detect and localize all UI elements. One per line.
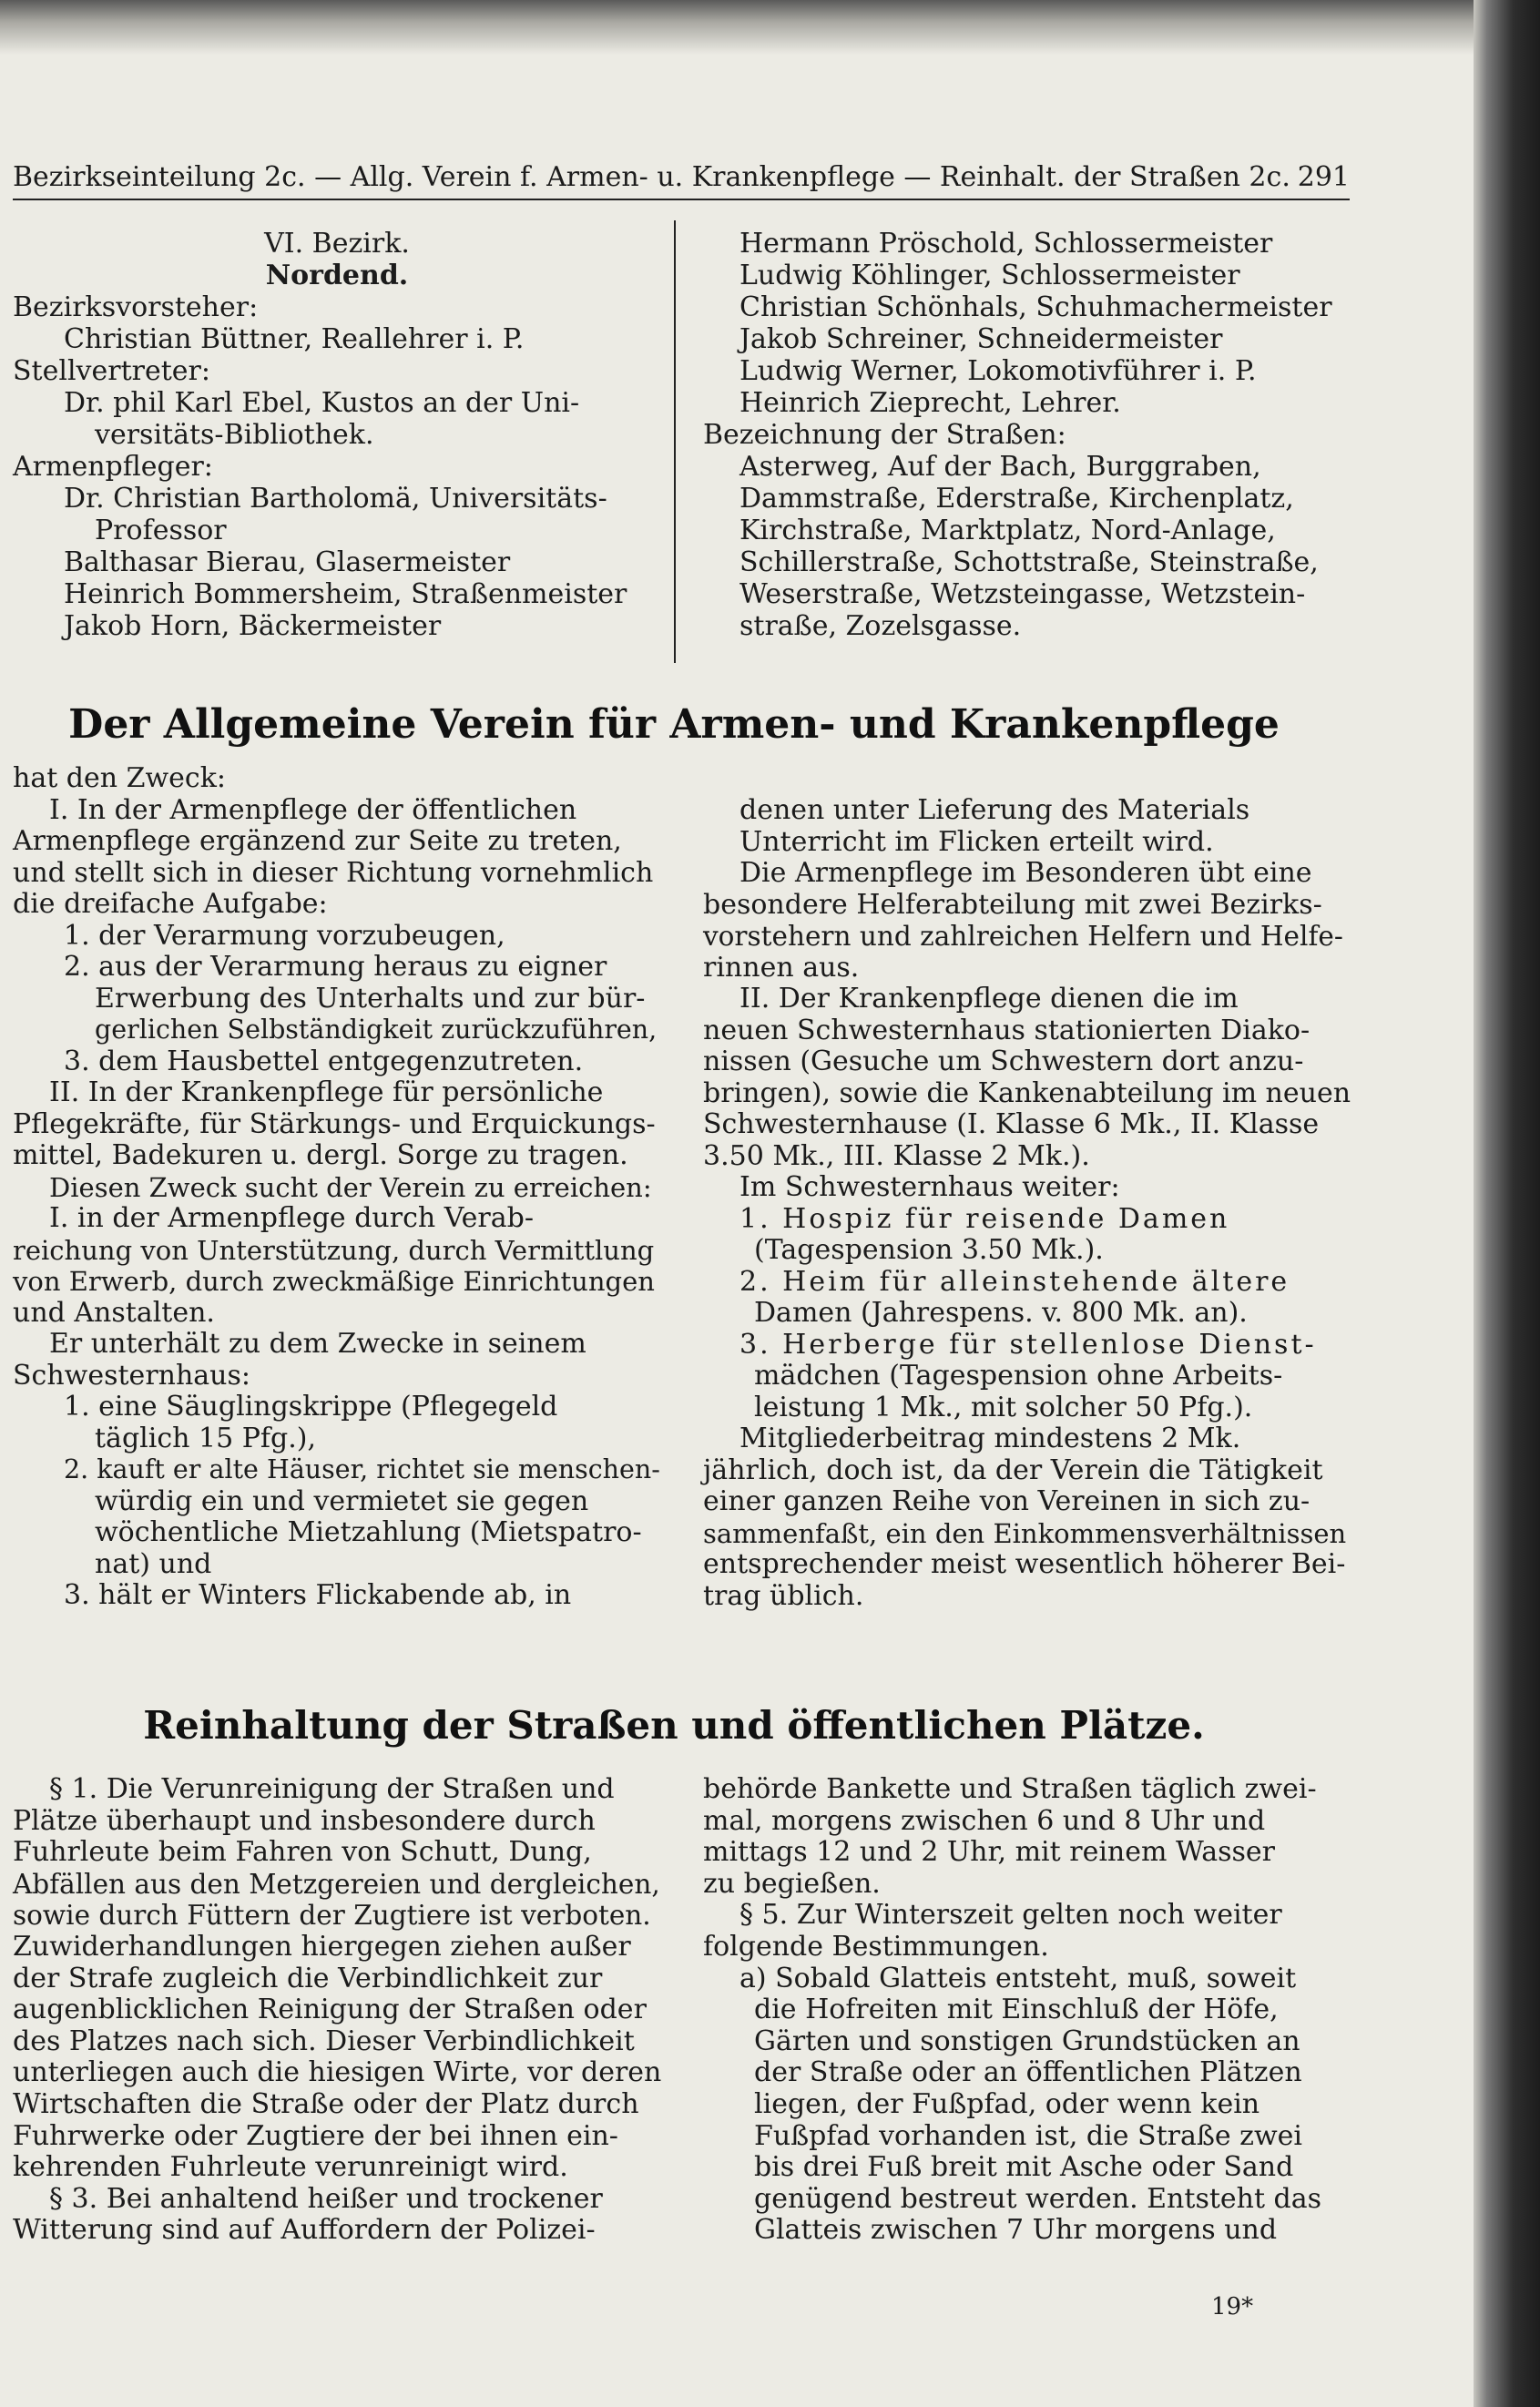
district-left-column	[13, 228, 661, 642]
regulation-line: augenblicklichen Reinigung der Straßen oder	[13, 1994, 647, 2026]
district-line: Stellvertreter:	[13, 355, 211, 387]
district-line: Professor	[95, 515, 227, 546]
verein-line: Pflegekräfte, für Stärkungs- und Erquickungs-	[13, 1107, 656, 1140]
verein-line: (Tagespension 3.50 Mk.).	[754, 1234, 1104, 1266]
verein-line: I. in der Armenpflege durch Verab-	[49, 1202, 534, 1234]
verein-line: 1. Hospiz für reisende Damen	[739, 1202, 1230, 1235]
verein-line: rinnen aus.	[703, 951, 860, 984]
regulation-line: mal, morgens zwischen 6 und 8 Uhr und	[703, 1804, 1266, 1837]
regulation-line: des Platzes nach sich. Dieser Verbindlichkeit	[13, 2025, 635, 2057]
verein-line: entsprechender meist wesentlich höherer Bei-	[703, 1548, 1346, 1580]
district-line: Heinrich Bommersheim, Straßenmeister	[64, 578, 627, 610]
district-line: Dr. Christian Bartholomä, Universitäts-	[64, 483, 607, 515]
district-line: Dr. phil Karl Ebel, Kustos an der Uni-	[64, 387, 580, 419]
verein-line: II. Der Krankenpflege dienen die im	[739, 983, 1239, 1015]
regulation-line: Fuhrwerke oder Zugtiere der bei ihnen ein-	[13, 2119, 618, 2152]
verein-line: Erwerbung des Unterhalts und zur bür-	[95, 982, 646, 1015]
regulation-line: Abfällen aus den Metzgereien und dergleichen,	[13, 1868, 660, 1900]
district-line: Bezirksvorsteher:	[13, 291, 259, 323]
reinhaltung-title: Reinhaltung der Straßen und öffentlichen Plätze.	[143, 1703, 1205, 1748]
district-line: Ludwig Werner, Lokomotivführer i. P.	[739, 355, 1257, 387]
verein-line: einer ganzen Reihe von Vereinen in sich zu-	[703, 1485, 1311, 1517]
district-line: Dammstraße, Ederstraße, Kirchenplatz,	[739, 483, 1294, 515]
page-number: 291	[1297, 161, 1350, 193]
regulation-line: Fuhrleute beim Fahren von Schutt, Dung,	[13, 1836, 592, 1869]
verein-line: Schwesternhaus:	[13, 1359, 251, 1392]
scan-top-edge	[0, 0, 1540, 55]
regulation-line: Gärten und sonstigen Grundstücken an	[754, 2025, 1300, 2057]
regulation-line: kehrenden Fuhrleute verunreinigt wird.	[13, 2151, 568, 2184]
sheet-signature: 19*	[1211, 2293, 1254, 2320]
verein-line: mittel, Badekuren u. dergl. Sorge zu tragen.	[13, 1139, 628, 1171]
verein-line: mädchen (Tagespension ohne Arbeits-	[754, 1360, 1283, 1392]
regulation-line: behörde Bankette und Straßen täglich zwei-	[703, 1773, 1317, 1805]
verein-line: Schwesternhause (I. Klasse 6 Mk., II. Klasse	[703, 1108, 1320, 1140]
scan-right-edge	[1474, 0, 1540, 2407]
verein-line: 2. kauft er alte Häuser, richtet sie menschen-	[64, 1454, 660, 1484]
district-line: Hermann Pröschold, Schlossermeister	[739, 228, 1273, 260]
verein-line: nat) und	[95, 1547, 212, 1580]
verein-line: 3. dem Hausbettel entgegenzutreten.	[64, 1045, 584, 1077]
verein-line: und Anstalten.	[13, 1296, 215, 1329]
district-line: Asterweg, Auf der Bach, Burggraben,	[739, 451, 1261, 483]
verein-line: I. In der Armenpflege der öffentlichen	[49, 793, 577, 826]
verein-line: bringen), sowie die Kankenabteilung im neuen	[703, 1076, 1351, 1109]
verein-line: 1. eine Säuglingskrippe (Pflegegeld	[64, 1391, 558, 1423]
regulation-line: die Hofreiten mit Einschluß der Höfe,	[754, 1994, 1279, 2026]
running-header	[13, 157, 1350, 200]
verein-line: reichung von Unterstützung, durch Vermittlung	[13, 1234, 655, 1266]
reinhaltung-left-column	[13, 1774, 661, 2247]
regulation-line: § 3. Bei anhaltend heißer und trockener	[49, 2182, 603, 2215]
verein-line: Unterricht im Flicken erteilt wird.	[739, 825, 1214, 858]
regulation-line: Wirtschaften die Straße oder der Platz durch	[13, 2087, 639, 2120]
regulation-line: Fußpfad vorhanden ist, die Straße zwei	[754, 2119, 1303, 2152]
header-title: Bezirkseinteilung 2c. — Allg. Verein f. Armen- u. Krankenpflege — Reinhalt. der Straßen 2c.	[13, 161, 1290, 193]
verein-line: Diesen Zweck sucht der Verein zu erreichen:	[49, 1171, 652, 1203]
verein-line: 2. aus der Verarmung heraus zu eigner	[64, 951, 607, 983]
district-line: straße, Zozelsgasse.	[739, 610, 1022, 642]
verein-line: leistung 1 Mk., mit solcher 50 Pfg.).	[754, 1391, 1253, 1423]
regulation-line: der Strafe zugleich die Verbindlichkeit zur	[13, 1962, 603, 1994]
verein-line: gerlichen Selbständigkeit zurückzuführen,	[95, 1015, 658, 1045]
district-line: Christian Schönhals, Schuhmachermeister	[739, 291, 1332, 323]
verein-line: Die Armenpflege im Besonderen übt eine	[739, 857, 1312, 889]
district-line: Christian Büttner, Reallehrer i. P.	[64, 323, 525, 355]
regulation-line: § 1. Die Verunreinigung der Straßen und	[49, 1773, 615, 1805]
regulation-line: zu begießen.	[703, 1867, 881, 1900]
district-line: Schillerstraße, Schottstraße, Steinstraße,	[739, 546, 1319, 578]
regulation-line: bis drei Fuß breit mit Asche oder Sand	[754, 2151, 1294, 2184]
verein-line: vorstehern und zahlreichen Helfern und Helfe-	[703, 921, 1343, 952]
verein-line: denen unter Lieferung des Materials	[739, 794, 1250, 826]
verein-line: 1. der Verarmung vorzubeugen,	[64, 919, 505, 952]
verein-line: Damen (Jahrespens. v. 800 Mk. an).	[754, 1297, 1248, 1329]
verein-line: Im Schwesternhaus weiter:	[739, 1171, 1120, 1203]
regulation-line: der Straße oder an öffentlichen Plätzen	[754, 2056, 1302, 2089]
verein-left-column	[13, 763, 661, 1612]
district-line: Ludwig Köhlinger, Schlossermeister	[739, 260, 1240, 291]
verein-line: II. In der Krankenpflege für persönliche	[49, 1076, 604, 1108]
verein-line: hat den Zweck:	[13, 762, 226, 794]
regulation-line: Zuwiderhandlungen hiergegen ziehen außer	[13, 1930, 631, 1963]
district-line: versitäts-Bibliothek.	[95, 419, 374, 451]
verein-title: Der Allgemeine Verein für Armen- und Krankenpflege	[68, 701, 1280, 748]
verein-line: wöchentliche Mietzahlung (Mietspatro-	[95, 1516, 642, 1548]
district-name: Nordend.	[265, 260, 409, 291]
regulation-line: Witterung sind auf Auffordern der Polizei-	[13, 2214, 596, 2247]
verein-line: täglich 15 Pfg.),	[95, 1422, 316, 1454]
regulation-line: sowie durch Füttern der Zugtiere ist verboten.	[13, 1900, 651, 1932]
verein-line: 3.50 Mk., III. Klasse 2 Mk.).	[703, 1139, 1090, 1172]
regulation-line: § 5. Zur Winterszeit gelten noch weiter	[739, 1899, 1282, 1932]
verein-line: Er unterhält zu dem Zwecke in seinem	[49, 1328, 586, 1360]
verein-line: 2. Heim für alleinstehende ältere	[739, 1265, 1290, 1298]
verein-line: Mitgliederbeitrag mindestens 2 Mk.	[739, 1423, 1241, 1454]
verein-line: Armenpflege ergänzend zur Seite zu treten,	[13, 825, 622, 857]
district-line: Jakob Horn, Bäckermeister	[64, 610, 442, 642]
verein-line: 3. Herberge für stellenlose Dienst-	[739, 1328, 1317, 1361]
district-heading: VI. Bezirk.	[264, 228, 410, 260]
verein-line: neuen Schwesternhaus stationierten Diako-	[703, 1014, 1311, 1046]
district-line: Balthasar Bierau, Glasermeister	[64, 546, 511, 578]
district-right-column	[703, 228, 1351, 642]
verein-line: besondere Helferabteilung mit zwei Bezirks-	[703, 888, 1322, 921]
district-line: Bezeichnung der Straßen:	[703, 419, 1066, 451]
verein-line: jährlich, doch ist, da der Verein die Tätigkeit	[703, 1453, 1323, 1486]
district-line: Kirchstraße, Marktplatz, Nord-Anlage,	[739, 515, 1276, 546]
regulation-line: folgende Bestimmungen.	[703, 1930, 1049, 1963]
district-line: Heinrich Zieprecht, Lehrer.	[739, 387, 1121, 419]
district-line: Jakob Schreiner, Schneidermeister	[739, 323, 1223, 355]
district-line: Weserstraße, Wetzsteingasse, Wetzstein-	[739, 578, 1306, 610]
regulation-line: mittags 12 und 2 Uhr, mit reinem Wasser	[703, 1836, 1275, 1869]
verein-line: die dreifache Aufgabe:	[13, 888, 328, 920]
regulation-line: unterliegen auch die hiesigen Wirte, vor deren	[13, 2056, 662, 2089]
verein-line: und stellt sich in dieser Richtung vornehmlich	[13, 856, 654, 889]
regulation-line: liegen, der Fußpfad, oder wenn kein	[754, 2087, 1260, 2120]
regulation-line: Plätze überhaupt und insbesondere durch	[13, 1804, 596, 1837]
regulation-line: Glatteis zwischen 7 Uhr morgens und	[754, 2214, 1278, 2247]
regulation-line: genügend bestreut werden. Entsteht das	[754, 2182, 1322, 2215]
verein-line: 3. hält er Winters Flickabende ab, in	[64, 1579, 572, 1611]
reinhaltung-right-column	[703, 1774, 1351, 2247]
verein-line: würdig ein und vermietet sie gegen	[95, 1484, 589, 1517]
verein-line: trag üblich.	[703, 1579, 864, 1612]
column-divider	[674, 220, 676, 663]
verein-right-column	[703, 795, 1351, 1612]
verein-line: nissen (Gesuche um Schwestern dort anzu-	[703, 1045, 1304, 1077]
district-line: Armenpfleger:	[13, 451, 213, 483]
verein-line: von Erwerb, durch zweckmäßige Einrichtungen	[13, 1266, 655, 1297]
verein-line: sammenfaßt, ein den Einkommensverhältnissen	[703, 1517, 1347, 1549]
regulation-line: a) Sobald Glatteis entsteht, muß, soweit	[739, 1962, 1297, 1994]
